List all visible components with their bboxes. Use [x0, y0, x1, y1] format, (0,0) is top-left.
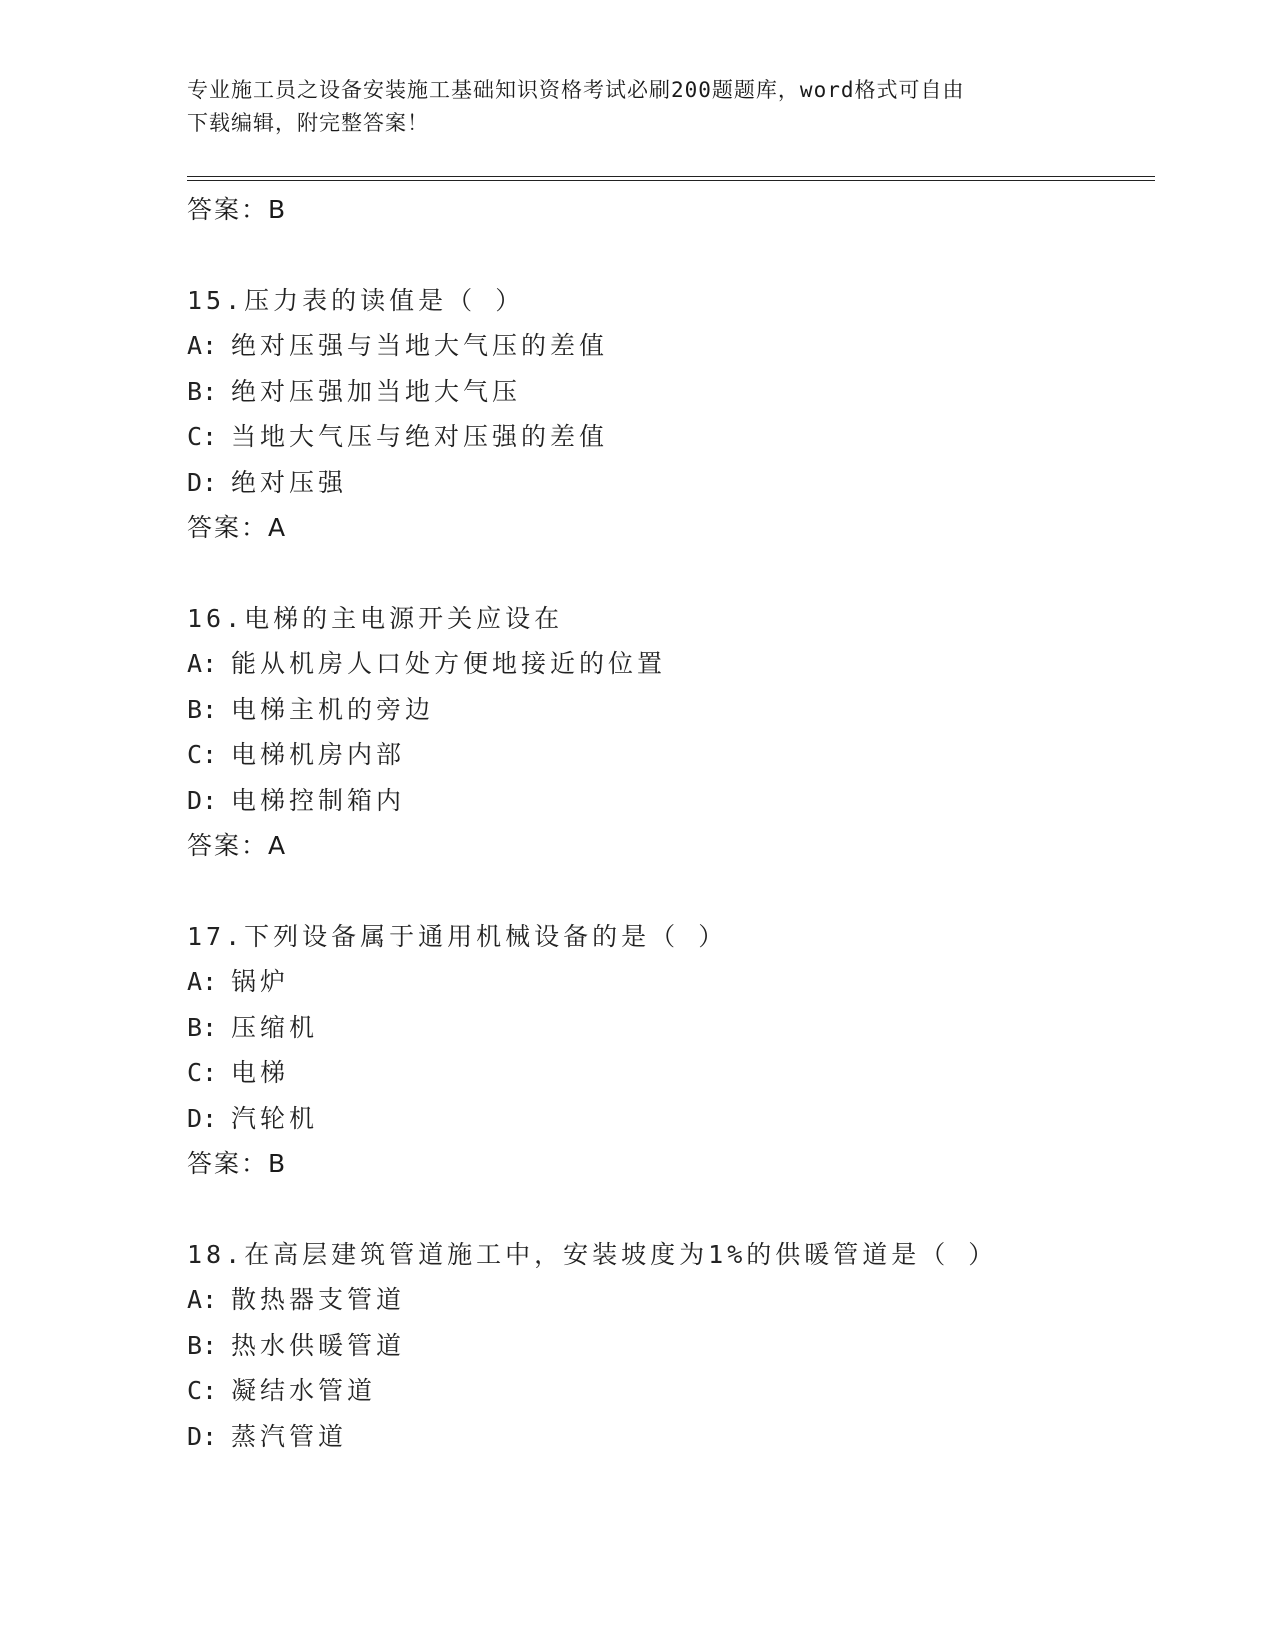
option-letter: D:: [187, 467, 218, 497]
option-a: [187, 1277, 1147, 1323]
spacer: [187, 869, 1147, 914]
question-stem: 18.在高层建筑管道施工中，安装坡度为1%的供暖管道是（ ）: [187, 1239, 998, 1269]
option-text: 压缩机: [231, 1012, 319, 1042]
option-b: [187, 1323, 1147, 1369]
option-text: 能从机房人口处方便地接近的位置: [231, 649, 667, 678]
option-text: 电梯控制箱内: [231, 785, 406, 815]
option-letter: A:: [187, 967, 218, 996]
question-18: [187, 1232, 1147, 1460]
document-header: [187, 74, 1087, 140]
question-16: [187, 596, 1147, 869]
option-c: [187, 414, 1147, 460]
option-letter: A:: [187, 331, 218, 360]
header-line-1: 专业施工员之设备安装施工基础知识资格考试必刷200题题库，word格式可自由: [187, 78, 965, 102]
option-text: 散热器支管道: [231, 1285, 406, 1314]
option-text: 蒸汽管道: [231, 1421, 348, 1451]
option-a: [187, 959, 1147, 1005]
option-text: 凝结水管道: [231, 1376, 377, 1405]
option-text: 锅炉: [231, 967, 290, 996]
answer-line: 答案：A: [187, 831, 288, 860]
option-letter: C:: [187, 1376, 218, 1405]
option-a: [187, 641, 1147, 687]
option-letter: D:: [187, 1103, 218, 1133]
option-text: 绝对压强: [231, 467, 348, 497]
answer-line: 答案：A: [187, 513, 288, 542]
option-c: [187, 732, 1147, 778]
question-list: [187, 187, 1147, 1459]
option-letter: B:: [187, 376, 218, 406]
option-letter: B:: [187, 1330, 218, 1360]
option-letter: D:: [187, 785, 218, 815]
option-letter: A:: [187, 649, 218, 678]
question-stem: 17.下列设备属于通用机械设备的是（ ）: [187, 921, 728, 951]
answer-line: 答案：B: [187, 1149, 288, 1178]
option-b: [187, 687, 1147, 733]
option-b: [187, 1005, 1147, 1051]
answer-line-14: 答案：B: [187, 195, 288, 224]
question-17: [187, 914, 1147, 1187]
option-text: 热水供暖管道: [231, 1330, 406, 1360]
option-letter: C:: [187, 740, 218, 769]
option-d: [187, 778, 1147, 824]
option-text: 电梯主机的旁边: [231, 694, 435, 724]
header-divider: [187, 176, 1155, 181]
question-stem: 15.压力表的读值是（ ）: [187, 285, 525, 315]
option-letter: C:: [187, 422, 218, 451]
option-c: [187, 1050, 1147, 1096]
option-text: 当地大气压与绝对压强的差值: [231, 422, 609, 451]
option-letter: A:: [187, 1285, 218, 1314]
option-c: [187, 1368, 1147, 1414]
option-b: [187, 369, 1147, 415]
spacer: [187, 551, 1147, 596]
option-d: [187, 1096, 1147, 1142]
question-stem: 16.电梯的主电源开关应设在: [187, 603, 564, 633]
option-letter: B:: [187, 1012, 218, 1042]
option-text: 绝对压强加当地大气压: [231, 376, 522, 406]
option-d: [187, 460, 1147, 506]
option-d: [187, 1414, 1147, 1460]
option-letter: B:: [187, 694, 218, 724]
spacer: [187, 1187, 1147, 1232]
question-15: [187, 278, 1147, 551]
option-text: 绝对压强与当地大气压的差值: [231, 331, 609, 360]
option-letter: C:: [187, 1058, 218, 1087]
option-text: 电梯机房内部: [231, 740, 406, 769]
option-a: [187, 323, 1147, 369]
spacer: [187, 233, 1147, 278]
option-text: 汽轮机: [231, 1103, 319, 1133]
option-text: 电梯: [231, 1058, 290, 1087]
header-line-2: 下载编辑，附完整答案！: [187, 111, 429, 135]
option-letter: D:: [187, 1421, 218, 1451]
